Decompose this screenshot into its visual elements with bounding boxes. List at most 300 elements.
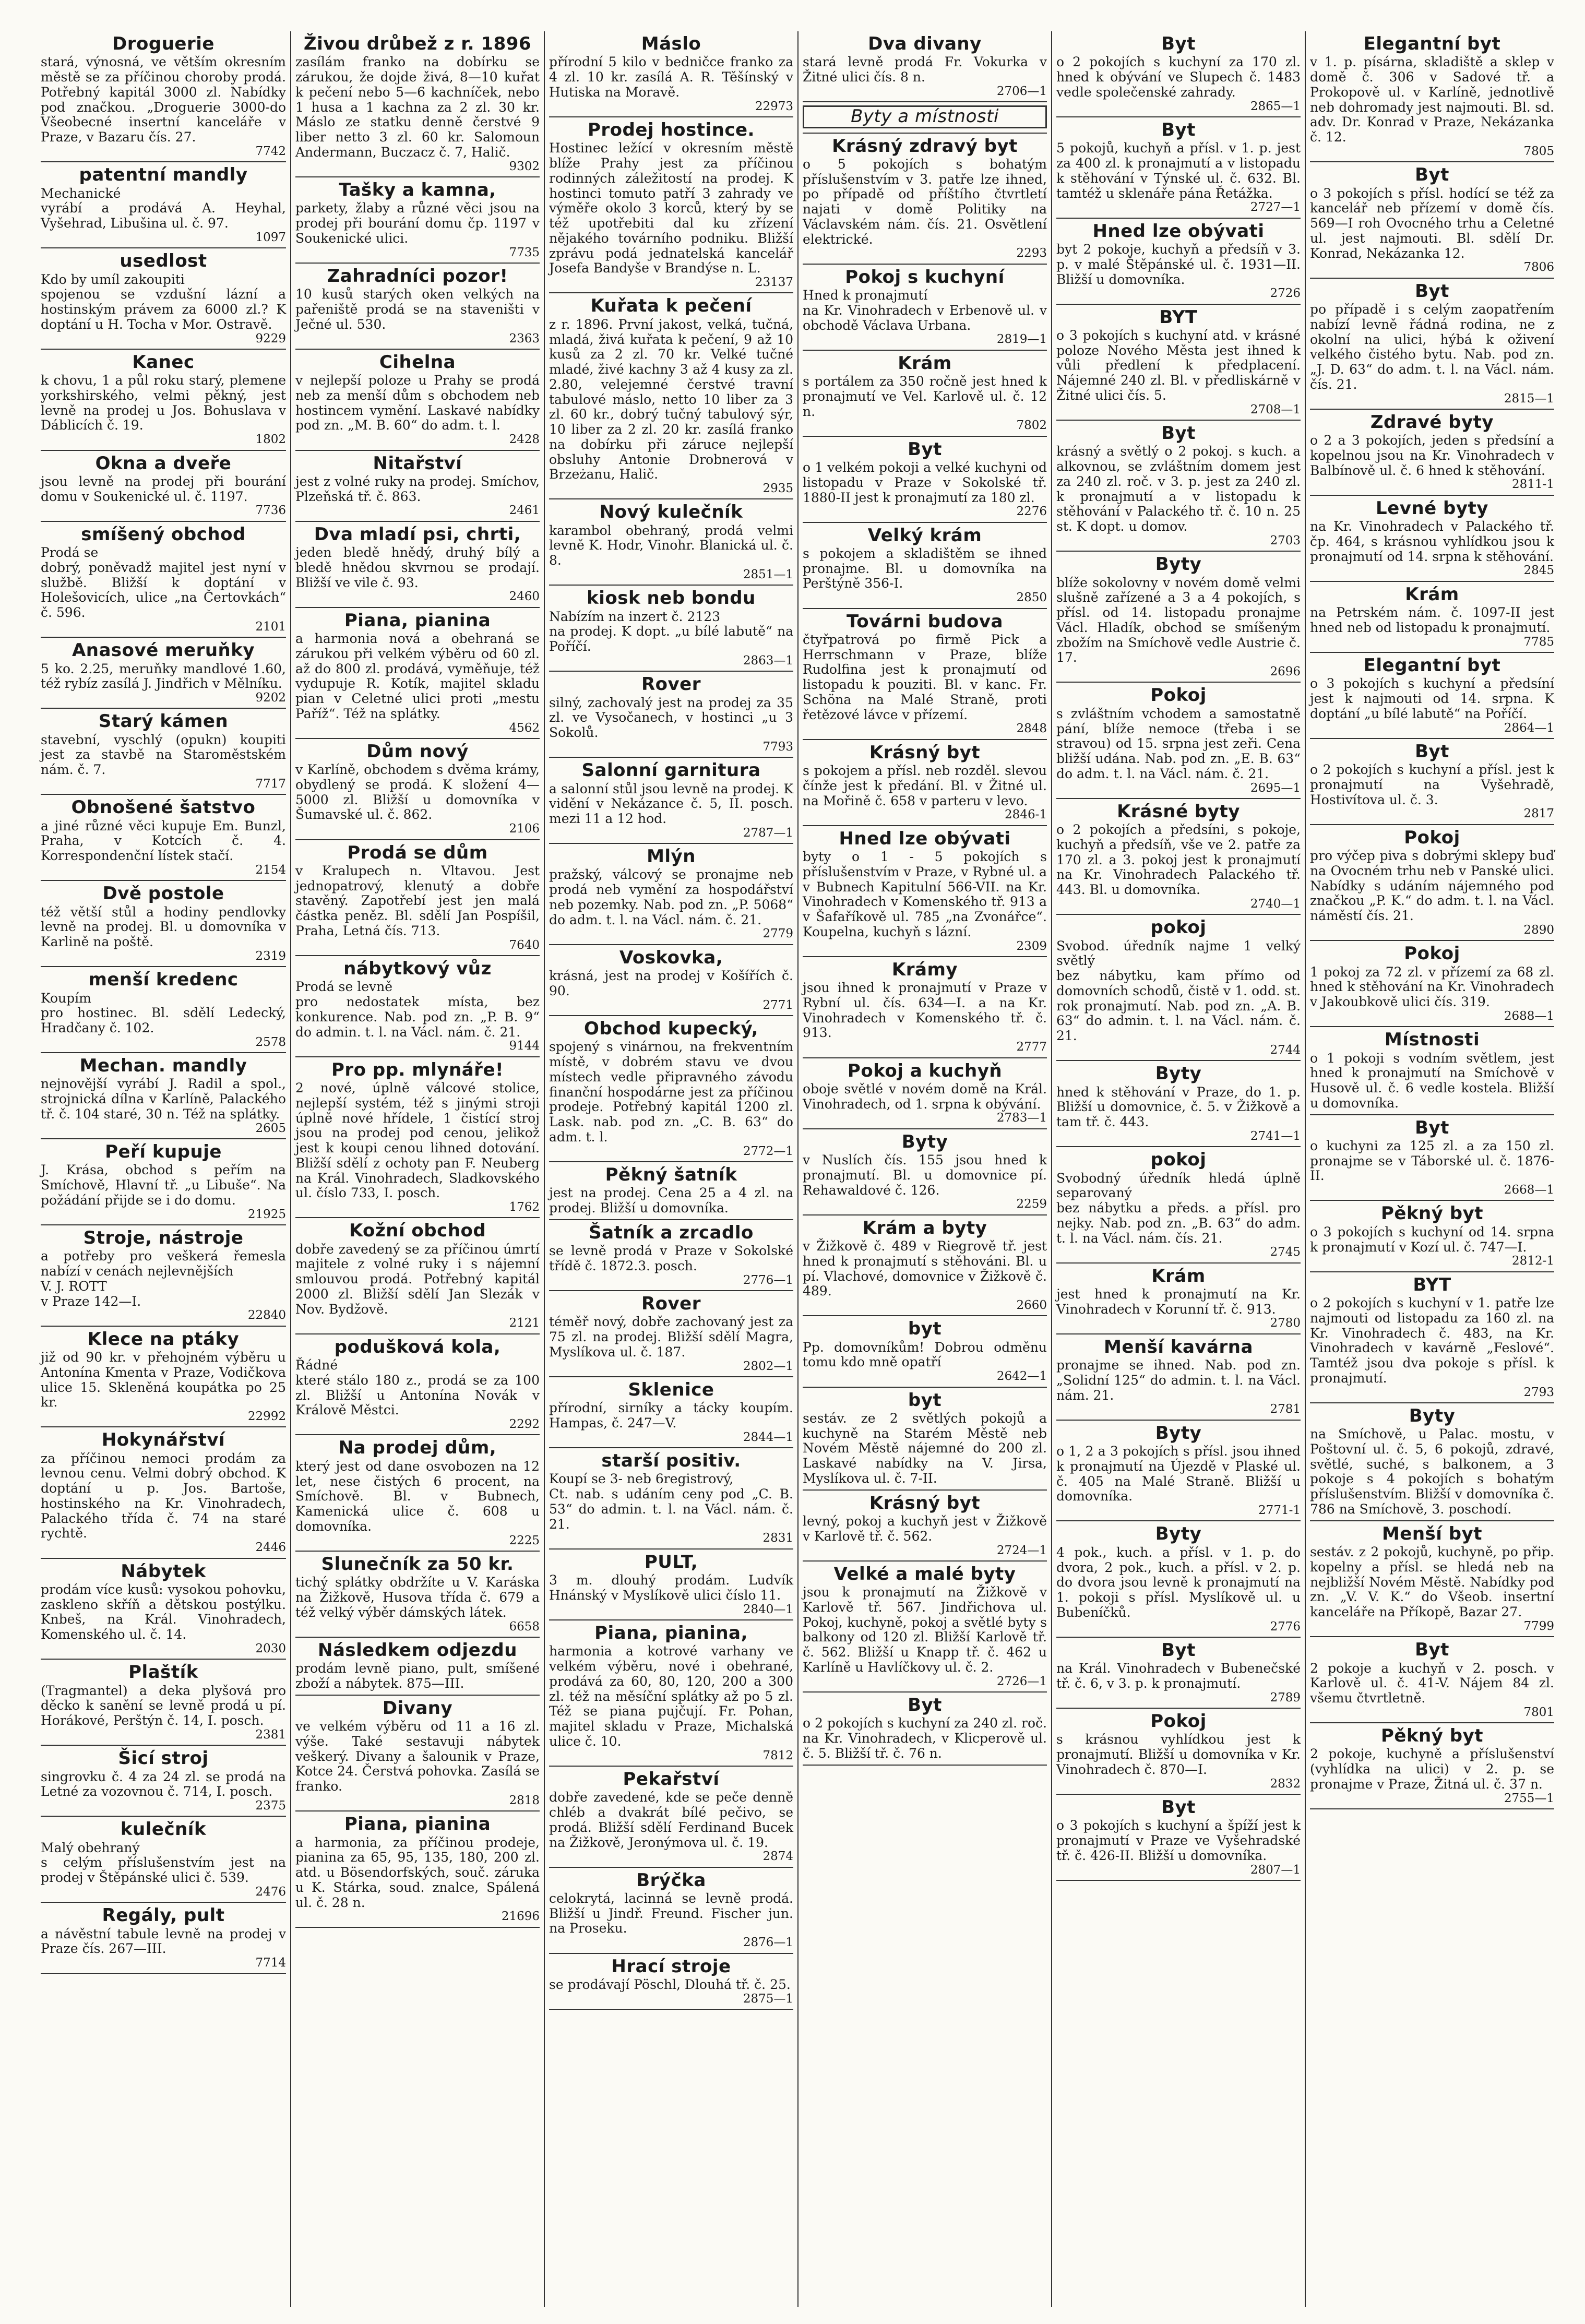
classified-ad xyxy=(549,1954,793,2010)
ad-reference-number: 2811-1 xyxy=(1512,478,1554,492)
ad-title: Krám a byty xyxy=(862,1217,987,1238)
classified-ad xyxy=(295,1696,544,1811)
ad-reference-number: 1802 xyxy=(255,433,286,447)
ad-title: Byt xyxy=(908,1695,942,1716)
ad-body: 2 pokoje a kuchyň v 2. posch. v Karlově ul. č. 41-V. Nájem 84 zl. všemu čtvrtletně. xyxy=(1310,1660,1558,1706)
ad-reference-number: 2660 xyxy=(1016,1298,1047,1313)
ad-body: sestáv. z 2 pokojů, kuchyně, po přip. kopelny a přísl. se hledá neb na nejbližší Novém Městě. Nabídky pod zn. „V. V. K.“ do Všeob. insertní kanceláře na Příkopě, Bazar 27. xyxy=(1310,1544,1558,1620)
ad-title: Pro pp. mlynáře! xyxy=(331,1059,504,1080)
classified-ad xyxy=(1056,1264,1305,1334)
ad-body: singrovku č. 4 za 24 zl. se prodá na Letné za vozovnou č. 714, I. posch. xyxy=(41,1769,290,1799)
classified-ad xyxy=(41,795,290,881)
ad-body: o 3 pokojích s kuchyní a předsíní jest k najmouti od 14. srpna. K doptání „u bílé labutě“ na Poříčí. xyxy=(1310,676,1558,721)
ad-reference-number: 2309 xyxy=(1016,939,1047,953)
ad-reference-number: 2789 xyxy=(1270,1690,1301,1705)
ad-title: Byt xyxy=(1415,280,1449,302)
ad-reference-number: 2845 xyxy=(1523,564,1554,578)
ad-reference-number: 2724—1 xyxy=(996,1543,1047,1557)
ad-title: Elegantní byt xyxy=(1363,654,1501,676)
ad-body: o 3 pokojích s kuchyní a špíží jest k pronajmutí v Praze ve Vyšehradské tř. č. 426-II. Bližší u domovníka. xyxy=(1056,1818,1305,1863)
ad-title: Slunečník za 50 kr. xyxy=(321,1553,514,1575)
ad-title: kiosk neb bondu xyxy=(587,588,756,609)
classified-ad xyxy=(295,1638,544,1696)
classified-ad xyxy=(41,1559,290,1660)
ad-title: Byt xyxy=(908,438,942,460)
ad-title: Hrací stroje xyxy=(611,1956,731,1977)
ad-body: nejnovější vyrábí J. Radil a spol., strojnická dílna v Karlíně, Palackého tř. č. 104 staré, 30 n. Též na splátky. xyxy=(41,1076,290,1122)
ad-reference-number: 2865—1 xyxy=(1250,99,1301,113)
classified-ad xyxy=(549,31,797,117)
ad-title: Hned lze obývati xyxy=(839,828,1011,849)
ad-body: za příčinou nemoci prodám za levnou cenu. Velmi dobrý obchod. K doptání u p. Jos. Bartoše, hostinského na Kr. Vinohradech, Palackého třída č. 74 na staré rychtě. xyxy=(41,1450,290,1541)
ad-title: Nový kulečník xyxy=(599,502,743,523)
ad-reference-number: 7714 xyxy=(255,1956,286,1970)
ad-title: byt xyxy=(908,1318,942,1340)
ad-title: Dva divany xyxy=(868,33,982,54)
classified-ad xyxy=(1056,1334,1305,1421)
ad-reference-number: 2850 xyxy=(1016,591,1047,605)
classified-ad xyxy=(549,844,797,945)
ad-title: Peří kupuje xyxy=(105,1141,222,1162)
ad-body: o 1, 2 a 3 pokojích s přísl. jsou ihned k pronajmutí na Újezdě v Plaské ul. č. 405 na Malé Straně. Bližší u domovníka. xyxy=(1056,1444,1305,1504)
classified-ad xyxy=(1310,496,1558,582)
ad-reference-number: 2864—1 xyxy=(1504,721,1554,735)
ad-body: 10 kusů starých oken velkých na pařeniště prodá se na staveništi v Ječné ul. 530. xyxy=(295,287,544,332)
classified-ad xyxy=(295,451,544,522)
ad-title: Menší byt xyxy=(1381,1523,1483,1544)
ad-title: Pokoj a kuchyň xyxy=(847,1060,1003,1081)
ad-reference-number: 2696 xyxy=(1270,665,1301,679)
classified-ad xyxy=(41,709,290,795)
ad-title: Rover xyxy=(641,1293,701,1314)
ad-title: Byty xyxy=(1155,554,1202,575)
ad-reference-number: 2605 xyxy=(255,1121,286,1135)
ad-reference-number: 2807—1 xyxy=(1250,1863,1301,1877)
ad-reference-number: 2225 xyxy=(509,1533,540,1547)
ad-body: Malý obehraný s celým příslušenstvím jest na prodej v Štěpánské ulici č. 539. xyxy=(41,1840,286,1886)
ad-reference-number: 7735 xyxy=(509,245,540,259)
ad-body: o 3 pokojích s kuchyní atd. v krásné poloze Nového Města jest ihned k vůli předlení k předplacení. Nájemné 240 zl. Bl. v předliskárně v Žitné ulici čís. 5. xyxy=(1056,327,1305,403)
classified-ad xyxy=(1310,410,1558,496)
ad-reference-number: 2817 xyxy=(1523,807,1554,821)
ad-body: a návěstní tabule levně na prodej v Praze čís. 267—III. xyxy=(41,1926,290,1957)
ad-reference-number: 2779 xyxy=(762,927,793,941)
ad-reference-number: 7742 xyxy=(255,144,286,158)
ad-title: Plaštík xyxy=(128,1662,198,1683)
classified-ad xyxy=(41,162,286,248)
classified-ad xyxy=(803,437,1051,523)
ad-body: levný, pokoj a kuchyň jest v Žižkově v Karlově tř. č. 562. xyxy=(803,1513,1051,1544)
ad-title: Byty xyxy=(1155,1422,1202,1444)
ad-title: Zahradníci pozor! xyxy=(327,265,508,287)
ad-title: Krám xyxy=(1151,1265,1206,1286)
ad-body: blíže sokolovny v novém domě velmi slušně zařízené a 3 a 4 pokojích, s přísl. od 14. listopadu pronajme Václ. Hladík, obchod se smíšeným zbožím na Smíchově vedle Austrie č. 17. xyxy=(1056,575,1305,665)
classified-ad xyxy=(1310,1027,1558,1115)
classified-ad xyxy=(295,956,540,1057)
ad-reference-number: 2793 xyxy=(1523,1385,1554,1399)
ad-title: Krám xyxy=(1405,583,1459,605)
ad-title: Mlýn xyxy=(647,846,696,867)
ad-body: jsou ihned k pronajmutí v Praze v Rybní ul. čís. 634—I. a na Kr. Vinohradech v Komenského tř. č. 913. xyxy=(803,980,1051,1041)
ad-body: (Tragmantel) a deka plyšová pro děcko k sanění se levně prodá u pí. Horákové, Perštýn č. 14, I. posch. xyxy=(41,1683,290,1729)
ad-reference-number: 2460 xyxy=(509,590,540,604)
ad-body: Hned k pronajmutí na Kr. Vinohradech v Erbenově ul. v obchodě Václava Urbana. xyxy=(803,288,1047,333)
ad-reference-number: 2818 xyxy=(509,1793,540,1807)
ad-reference-number: 2381 xyxy=(255,1727,286,1742)
ad-body: 2 pokoje, kuchyně a příslušenství (vyhlídka na ulici) v 2. p. se pronajme v Praze, Žitná ul. č. 37 n. xyxy=(1310,1746,1558,1792)
classified-ad xyxy=(1310,941,1558,1027)
ad-body: o 2 pokojích a předsíni, s pokoje, kuchyň a předsíň, vše ve 2. patře za 170 zl. a 3. pokoj jest k pronajmutí na Kr. Vinohradech Palackého tř. 443. Bl. u domovníka. xyxy=(1056,822,1305,898)
ad-title: Pokoj xyxy=(1404,943,1460,964)
ad-body: hned k stěhování v Praze, do 1. p. Bližší u domovnice, č. 5. v Žižkově a tam tř. č. 443. xyxy=(1056,1084,1305,1130)
ad-reference-number: 2776—1 xyxy=(743,1273,793,1287)
column-1 xyxy=(37,31,290,2307)
classified-ad xyxy=(1310,1403,1558,1521)
ad-title: kulečník xyxy=(120,1819,207,1840)
ad-reference-number: 2771-1 xyxy=(1258,1504,1301,1518)
ad-reference-number: 2476 xyxy=(255,1885,286,1899)
classified-ad xyxy=(1056,799,1305,915)
classified-ad xyxy=(41,1817,286,1903)
ad-reference-number: 22840 xyxy=(247,1308,286,1322)
ad-reference-number: 2844—1 xyxy=(743,1430,793,1444)
ad-body: byt 2 pokoje, kuchyň a předsíň v 3. p. v malé Štěpánské ul. č. 1931—II. Bližší u domovníka. xyxy=(1056,242,1305,287)
ad-reference-number: 7717 xyxy=(255,777,286,791)
ad-reference-number: 9202 xyxy=(255,691,286,705)
classified-ad xyxy=(41,638,290,709)
ad-reference-number: 2293 xyxy=(1016,246,1047,260)
classified-ad xyxy=(803,1388,1051,1491)
ad-reference-number: 2461 xyxy=(509,504,540,518)
ad-title: Pekařství xyxy=(623,1768,720,1790)
ad-reference-number: 7806 xyxy=(1523,260,1554,275)
ad-body: sestáv. ze 2 světlých pokojů a kuchyně na Starém Městě neb Novém Městě nájemné do 200 zl. Laskavé nabídky na V. Jirsa, Myslíkova ul. č. 7-II. xyxy=(803,1410,1051,1486)
ad-body: Mechanické vyrábí a prodává A. Heyhal, Vyšehrad, Libušina ul. č. 97. xyxy=(41,185,286,231)
ad-body: stavební, vyschlý (opukn) koupiti jest za stavbě na Staroměstském nám. č. 7. xyxy=(41,732,290,778)
ad-title: Hned lze obývati xyxy=(1092,220,1265,242)
ad-reference-number: 2776 xyxy=(1270,1619,1301,1634)
classified-ad xyxy=(803,523,1051,609)
classified-ad xyxy=(1310,1637,1558,1723)
ad-reference-number: 2832 xyxy=(1270,1777,1301,1791)
ad-title: Obchod kupecký, xyxy=(583,1018,759,1039)
classified-ad xyxy=(41,1139,290,1225)
ad-title: patentní mandly xyxy=(79,164,248,186)
ad-title: Byt xyxy=(1161,1796,1196,1818)
ad-body: s portálem za 350 ročně jest hned k pronajmutí ve Vel. Karlově ul. č. 12 n. xyxy=(803,374,1051,419)
classified-ad xyxy=(1310,1521,1558,1637)
classified-ad xyxy=(803,265,1047,351)
classified-ad xyxy=(1056,1421,1305,1522)
ad-title: podušková kola, xyxy=(334,1336,501,1357)
newspaper-page xyxy=(37,31,1559,2307)
ad-reference-number: 2726 xyxy=(1270,287,1301,301)
ad-body: 1 pokoj za 72 zl. v přízemí za 68 zl. hned k stěhování na Kr. Vinohradech v Jakoubkově ulici čís. 319. xyxy=(1310,964,1558,1010)
classified-ad xyxy=(549,1550,797,1620)
ad-body: harmonia a kotrové varhany ve velkém výběru, nové i obehrané, prodává za 60, 80, 120, 200 a 300 zl. též na měsíční splátky až po 5 zl. Též se piana pujčují. Fr. Pohan, majitel skladu v Praze, Michalská ulice č. 10. xyxy=(549,1643,797,1749)
ad-body: a salonní stůl jsou levně na prodej. K vidění v Nekázance č. 5, II. posch. mezi 11 a 12 hod. xyxy=(549,781,797,827)
ad-title: Piana, pianina xyxy=(344,610,491,631)
ad-title: Starý kámen xyxy=(98,711,229,732)
ad-body: v Žižkově č. 489 v Riegrově tř. jest hned k pronajmutí s stěhováni. Bl. u pí. Vlachové, domovnice v Žižkově č. 489. xyxy=(803,1238,1051,1299)
ad-body: s pokojem a přísl. neb rozděl. slevou čínže jest k předání. Bl. v Žitné ul. na Mořině č. 658 v parteru v levo. xyxy=(803,763,1051,808)
ad-title: smíšený obchod xyxy=(81,523,246,545)
classified-ad xyxy=(1056,1521,1305,1637)
classified-ad xyxy=(1310,279,1558,410)
ad-title: Pokoj xyxy=(1404,827,1460,848)
ad-body: z r. 1896. První jakost, velká, tučná, mladá, živá kuřata k pečení, 9 až 10 kusů za 2 zl. 70 kr. Velké tučné mladé, živé kachny 3 až 4 kusy za zl. 2.80, velejemné čerstvé travní tabulové máslo, netto 10 liber za 3 zl. 60 kr., dobrý tučný tabulový sýr, 10 liber za 2 zl. 20 kr. zasílá franko na dobírku při záruce nejlepší obsluhy Antonie Drobnerová v Brzeżanu, Halič. xyxy=(549,316,797,482)
ad-body: prodám levně piano, pult, smíšené zboží a nábytek. 875—III. xyxy=(295,1661,544,1691)
classified-ad xyxy=(1310,825,1558,941)
classified-ad xyxy=(295,1057,544,1219)
ad-title: Byty xyxy=(1155,1063,1202,1084)
ad-reference-number: 7793 xyxy=(762,740,793,754)
classified-ad xyxy=(803,1058,1051,1129)
column-2 xyxy=(290,31,544,2307)
classified-ad xyxy=(549,945,797,1016)
ad-reference-number: 9229 xyxy=(255,331,286,345)
classified-ad xyxy=(803,826,1051,957)
classified-ad xyxy=(41,1660,290,1746)
ad-reference-number: 2446 xyxy=(255,1541,286,1555)
classified-ad xyxy=(549,1620,797,1767)
classified-ad xyxy=(41,967,286,1053)
ad-body: s pokojem a skladištěm se ihned pronajme. Bl. u domovníka na Perštýně 356-I. xyxy=(803,545,1051,591)
ad-body: na Petrském nám. č. 1097-II jest hned neb od listopadu k pronajmutí. xyxy=(1310,605,1558,635)
ad-body: J. Krása, obchod s peřím na Smíchově, Hlavní tř. „u Libuše“. Na požádání přijde se i do domu. xyxy=(41,1162,290,1208)
ad-title: Krámy xyxy=(891,959,958,980)
ad-title: Klece na ptáky xyxy=(87,1328,240,1350)
ad-body: v nejlepší poloze u Prahy se prodá neb za menší dům s obchodem neb hostincem vymění. Laskavé nabídky pod zn. „M. B. 60“ do adm. t. l. xyxy=(295,373,544,433)
ad-reference-number: 2741—1 xyxy=(1250,1129,1301,1143)
ad-reference-number: 2815—1 xyxy=(1504,391,1554,406)
classified-ad xyxy=(1056,1795,1305,1881)
classified-ad xyxy=(803,1129,1051,1215)
ad-body: o 3 pokojích s kuchyní od 14. srpna k pronajmutí v Kozí ul. č. 747—I. xyxy=(1310,1224,1558,1255)
ad-body: o 2 pokojích s kuchyní v 1. patře lze najmouti od listopadu za 160 zl. na Kr. Vinohradech č. 483, na Kr. Vinohradech v kavárně „Feslové“. Tamtéž jsou dva pokoje s přísl. k pronajmutí. xyxy=(1310,1295,1558,1386)
ad-body: téměř nový, dobře zachovaný jest za 75 zl. na prodej. Bližší sdělí Magra, Myslíkova ul. č. 187. xyxy=(549,1314,797,1360)
ad-title: Salonní garnitura xyxy=(581,760,761,781)
ad-title: Dvě postole xyxy=(102,883,224,904)
ad-reference-number: 2726—1 xyxy=(996,1674,1047,1688)
classified-ad xyxy=(549,499,797,586)
ad-title: Pokoj xyxy=(1150,685,1207,706)
ad-reference-number: 6658 xyxy=(509,1619,540,1634)
ad-reference-number: 7801 xyxy=(1523,1705,1554,1719)
ad-title: usedlost xyxy=(120,251,207,272)
ad-title: byt xyxy=(908,1389,942,1411)
classified-ad xyxy=(549,672,797,758)
ad-reference-number: 2755—1 xyxy=(1504,1791,1554,1805)
classified-ad xyxy=(549,117,797,293)
classified-ad xyxy=(1056,219,1305,305)
classified-ad xyxy=(41,1427,290,1558)
ad-title: Brýčka xyxy=(636,1869,706,1891)
ad-title: Byty a místnosti xyxy=(803,105,1047,128)
ad-reference-number: 2831 xyxy=(762,1531,793,1545)
ad-body: ve velkém výběru od 11 a 16 zl. výše. Také sestavuji nábytek veškerý. Divany a šalounik v Praze, Kotce 24. Čerstvá pohovka. Zasílá se franko. xyxy=(295,1719,544,1794)
ad-reference-number: 1097 xyxy=(255,230,286,244)
ad-reference-number: 2802—1 xyxy=(743,1359,793,1373)
classified-ad xyxy=(41,1053,290,1139)
classified-ad xyxy=(1310,582,1558,653)
ad-title: Cihelna xyxy=(379,351,456,373)
ad-reference-number: 2812-1 xyxy=(1512,1254,1554,1268)
classified-ad xyxy=(549,1377,797,1448)
ad-title: Sklenice xyxy=(628,1379,714,1400)
ad-body: s zvláštním vchodem a samostatně pání, blíže nemoce (třeba i se stravou) od 15. srpna jest zeři. Cena bližší udána. Nab. pod zn. „E. B. 63“ do adm. t. l. na Václ. nám. č. 21. xyxy=(1056,706,1305,781)
ad-title: nábytkový vůz xyxy=(343,958,492,979)
ad-reference-number: 2363 xyxy=(509,331,540,345)
ad-body: krásný a světlý o 2 pokoj. s kuch. a alkovnou, se zvláštním domem jest za 240 zl. roč. v 3. p. jest za 240 zl. k pronajmutí a v listopadu k stěhování v Palackého tř. č. 10 n. 25 st. K dopt. u domov. xyxy=(1056,444,1305,534)
ad-reference-number: 2276 xyxy=(1016,505,1047,519)
ad-reference-number: 2772—1 xyxy=(743,1144,793,1158)
ad-body: o 5 pokojích s bohatým příslušenstvím v 3. patře lze ihned, po případě od příštího čtvrtletí najati v domě Politiky na Václavském nám. čís. 21. Osvětlení elektrické. xyxy=(803,156,1051,247)
classified-ad xyxy=(1056,1709,1305,1795)
classified-ad xyxy=(41,31,290,162)
ad-title: pokoj xyxy=(1150,1149,1207,1171)
ad-title: Divany xyxy=(382,1697,453,1719)
ad-title: Dům nový xyxy=(366,741,469,762)
ad-title: Levné byty xyxy=(1376,497,1488,519)
classified-ad xyxy=(295,1218,544,1334)
ad-reference-number: 2101 xyxy=(255,619,286,634)
ad-reference-number: 2819—1 xyxy=(996,332,1047,347)
ad-body: oboje světlé v novém domě na Král. Vinohradech, od 1. srpna k obývání. xyxy=(803,1081,1051,1112)
ad-reference-number: 7640 xyxy=(509,938,540,952)
ad-body: Koupí se 3- neb 6registrový, Ct. nab. s udáním ceny pod „C. B. 53“ do admin. t. l. na Václ. nám. č. 21. xyxy=(549,1471,793,1532)
classified-ad xyxy=(549,1220,797,1291)
classified-ad xyxy=(803,102,1047,133)
ad-body: k chovu, 1 a půl roku starý, plemene yorkshirského, velmi pěkný, jest levně na prodej u Jos. Bohuslava v Dáblicích č. 19. xyxy=(41,373,290,433)
ad-reference-number: 2319 xyxy=(255,949,286,963)
classified-ad xyxy=(41,451,290,522)
ad-reference-number: 2781 xyxy=(1270,1402,1301,1416)
ad-title: Kuřata k pečení xyxy=(590,295,752,317)
classified-columns xyxy=(37,31,1559,2307)
ad-body: se prodávají Pöschl, Dlouhá tř. č. 25. xyxy=(549,1976,791,1992)
ad-title: Krásný byt xyxy=(869,742,981,763)
ad-title: Byt xyxy=(1161,1639,1196,1661)
ad-body: s krásnou vyhlídkou jest k pronajmutí. Bližší u domovníka v Kr. Vinohradech č. 870—I. xyxy=(1056,1732,1305,1777)
ad-body: jsou levně na prodej při bourání domu v Soukenické ul. č. 1197. xyxy=(41,473,290,504)
ad-body: Hostinec ležící v okresním městě blíže Prahy jest za příčinou rodinných záležitostí na prodej. K hostinci tomuto patří 3 zahrady ve výměře okolo 3 korců, který by se též upotřebiti dal ku zřízení nějakého továrního podniku. Bližší zprávu podá jednatelská kancelář Josefa Bandyše v Brandýse n. L. xyxy=(549,140,797,276)
ad-title: BYT xyxy=(1159,306,1198,328)
ad-body: o 1 pokoji s vodním světlem, jest hned k pronajmutí na Smíchově v Husově ul. č. 6 vedle kostela. Bližší u domovníka. xyxy=(1310,1050,1558,1111)
ad-reference-number: 2780 xyxy=(1270,1316,1301,1330)
ad-body: a potřeby pro veškerá řemesla nabízí v cenách nejlevnějších V. J. ROTT v Praze 142—I. xyxy=(41,1248,286,1309)
classified-ad xyxy=(295,350,544,451)
ad-body: stará levně prodá Fr. Vokurka v Žitné ulici čís. 8 n. xyxy=(803,54,1051,85)
ad-body: na Král. Vinohradech v Bubenečské tř. č. 6, v 3. p. k pronajmutí. xyxy=(1056,1661,1305,1691)
classified-ad xyxy=(1056,1147,1301,1263)
classified-ad xyxy=(1056,552,1305,683)
ad-reference-number: 21925 xyxy=(247,1207,286,1221)
ad-title: Hokynářství xyxy=(101,1429,225,1451)
classified-ad xyxy=(41,1746,290,1817)
classified-ad xyxy=(1056,1061,1305,1147)
ad-body: 2 nové, úplně válcové stolice, nejlepší systém, též s jinými stroji úplně nové hřídele, 1 čistící stroj jsou na prodej pod cenou, jelikož jest k koupi cenou lihned dotování. Bližší sdělí z ochoty pan F. Neuberg na Král. Vinohradech, Sladkovského ul. číslo 733, I. posch. xyxy=(295,1080,544,1201)
ad-title: Prodej hostince. xyxy=(588,119,755,140)
ad-reference-number: 2745 xyxy=(1270,1245,1301,1259)
classified-ad xyxy=(803,1316,1051,1387)
ad-title: Stroje, nástroje xyxy=(83,1227,244,1248)
ad-body: prodám více kusů: vysokou pohovku, zaskleno skříň a dětskou postýlku. Knbeš, na Král. Vinohradech, Komenského ul. č. 14. xyxy=(41,1581,290,1642)
classified-ad xyxy=(803,957,1051,1058)
classified-ad xyxy=(295,31,544,177)
ad-body: celokrytá, lacinná se levně prodá. Bližší u Jindř. Freund. Fischer jun. na Proseku. xyxy=(549,1890,797,1936)
ad-body: který jest od dane osvobozen na 12 let, nese čistých 6 procent, na Smíchově. Bl. v Bubnech, Kamenická ulice č. 608 u domovníka. xyxy=(295,1458,544,1534)
ad-title: Pokoj s kuchyní xyxy=(845,266,1005,288)
classified-ad xyxy=(295,1811,544,1927)
ad-title: Regály, pult xyxy=(102,1905,225,1926)
ad-title: Byt xyxy=(1415,741,1449,762)
ad-reference-number: 2428 xyxy=(509,433,540,447)
ad-reference-number: 2840—1 xyxy=(743,1602,793,1616)
ad-title: Byt xyxy=(1161,119,1196,140)
column-3 xyxy=(544,31,797,2307)
ad-title: Mechan. mandly xyxy=(79,1055,247,1077)
ad-reference-number: 2106 xyxy=(509,822,540,836)
classified-ad xyxy=(549,586,793,672)
ad-body: Prodá se levně pro nedostatek místa, bez konkurence. Nab. pod zn. „P. B. 9“ do admin. t. l. na Václ. nám. č. 21. xyxy=(295,979,540,1040)
column-5 xyxy=(1051,31,1305,2307)
ad-title: Piana, pianina xyxy=(344,1814,491,1835)
classified-ad xyxy=(1310,162,1558,278)
ad-body: Svobod. úředník najme 1 velký světlý bez nábytku, kam přímo od domovních schodů, čistě v 1. odd. st. rok pronajmutí. Nab. pod zn. „A. B. 63“ do admin. t. l. na Václ. nám. č. 21. xyxy=(1056,938,1301,1044)
ad-body: o 3 pokojích s přísl. hodící se též za kancelář neb přízemí v domě čís. 569—I roh Ovocného trhu a Celetné ul. jest najmouti. Bl. sdělí Dr. Konrad, Nekázanka 12. xyxy=(1310,185,1558,261)
classified-ad xyxy=(41,248,286,350)
ad-reference-number: 2154 xyxy=(255,863,286,877)
ad-reference-number: 4562 xyxy=(509,721,540,735)
classified-ad xyxy=(295,522,544,608)
classified-ad xyxy=(1310,1272,1558,1403)
ad-title: Piana, pianina, xyxy=(594,1622,748,1643)
ad-title: Byt xyxy=(1161,33,1196,54)
ad-title: Pěkný byt xyxy=(1380,1203,1484,1224)
ad-body: tichý splátky obdržíte u V. Karáska na Žižkově, Husova třída č. 679 a též velký výběr dámských látek. xyxy=(295,1575,544,1620)
classified-ad xyxy=(295,177,544,264)
ad-title: Krám xyxy=(898,352,952,374)
ad-title: Pěkný šatník xyxy=(605,1164,737,1185)
ad-body: o 1 velkém pokoji a velké kuchyni od listopadu v Praze v Sokolské tř. 1880-II jest k pronajmutí za 180 zl. xyxy=(803,460,1051,505)
ad-title: Továrni budova xyxy=(847,611,1003,632)
ad-title: pokoj xyxy=(1150,917,1207,938)
ad-body: jest z volné ruky na prodej. Smíchov, Plzeňská tř. č. 863. xyxy=(295,473,544,504)
ad-reference-number: 2292 xyxy=(509,1417,540,1432)
ad-body: stará, výnosná, ve větším okresním městě se za příčinou choroby prodá. Potřebný kapitál 3000 zl. Nabídky pod značkou. „Droguerie 3000-do Všeobecné insertní kanceláře v Praze, v Bazaru čís. 27. xyxy=(41,54,290,145)
ad-title: Živou drůbež z r. 1896 xyxy=(303,33,532,54)
ad-reference-number: 22992 xyxy=(247,1410,286,1424)
classified-ad xyxy=(1056,117,1305,219)
classified-ad xyxy=(803,609,1051,740)
classified-ad xyxy=(803,1491,1051,1562)
ad-body: karambol obehraný, prodá velmi levně K. Hodr, Vinohr. Blanická ul. č. 8. xyxy=(549,522,797,568)
ad-reference-number: 7802 xyxy=(1016,419,1047,433)
ad-title: Okna a dveře xyxy=(95,452,232,474)
classified-ad xyxy=(295,1552,544,1638)
classified-ad xyxy=(41,522,286,638)
ad-title: Pokoj xyxy=(1150,1711,1207,1732)
ad-body: spojený s vinárnou, na frekventním místě, v dobrém stavu ve dvou místech vedle připravného závodu finanční hospodárne jest za příčinou prodeje. Potřebný kapitál 1200 zl. Lask. nab. pod zn. „C. B. 63“ do adm. t. l. xyxy=(549,1039,797,1145)
ad-reference-number: 2030 xyxy=(255,1641,286,1655)
ad-body: na Smíchově, u Palac. mostu, v Poštovní ul. č. 5, 6 pokojů, zdravé, světlé, suché, s balkonem, a 3 pokoje s 4 pokojích s bohatým příslušenstvím. Bližší v domovníka č. 786 na Smíchově, 3. poschodí. xyxy=(1310,1426,1558,1517)
ad-reference-number: 23137 xyxy=(755,276,793,290)
classified-ad xyxy=(803,351,1051,437)
ad-body: dobře zavedený se za příčinou úmrtí majitele z volné ruky i s nájemní smlouvou prodá. Potřebný kapitál 2000 zl. Bližší sdělí Jan Slezák v Nov. Bydžově. xyxy=(295,1241,544,1317)
ad-title: Byt xyxy=(1161,423,1196,444)
ad-body: Kdo by umíl zakoupiti spojenou se vzdušní lázní a hostinským právem za 6000 zl.? K doptání u H. Tocha v Mor. Ostravě. xyxy=(41,271,286,332)
